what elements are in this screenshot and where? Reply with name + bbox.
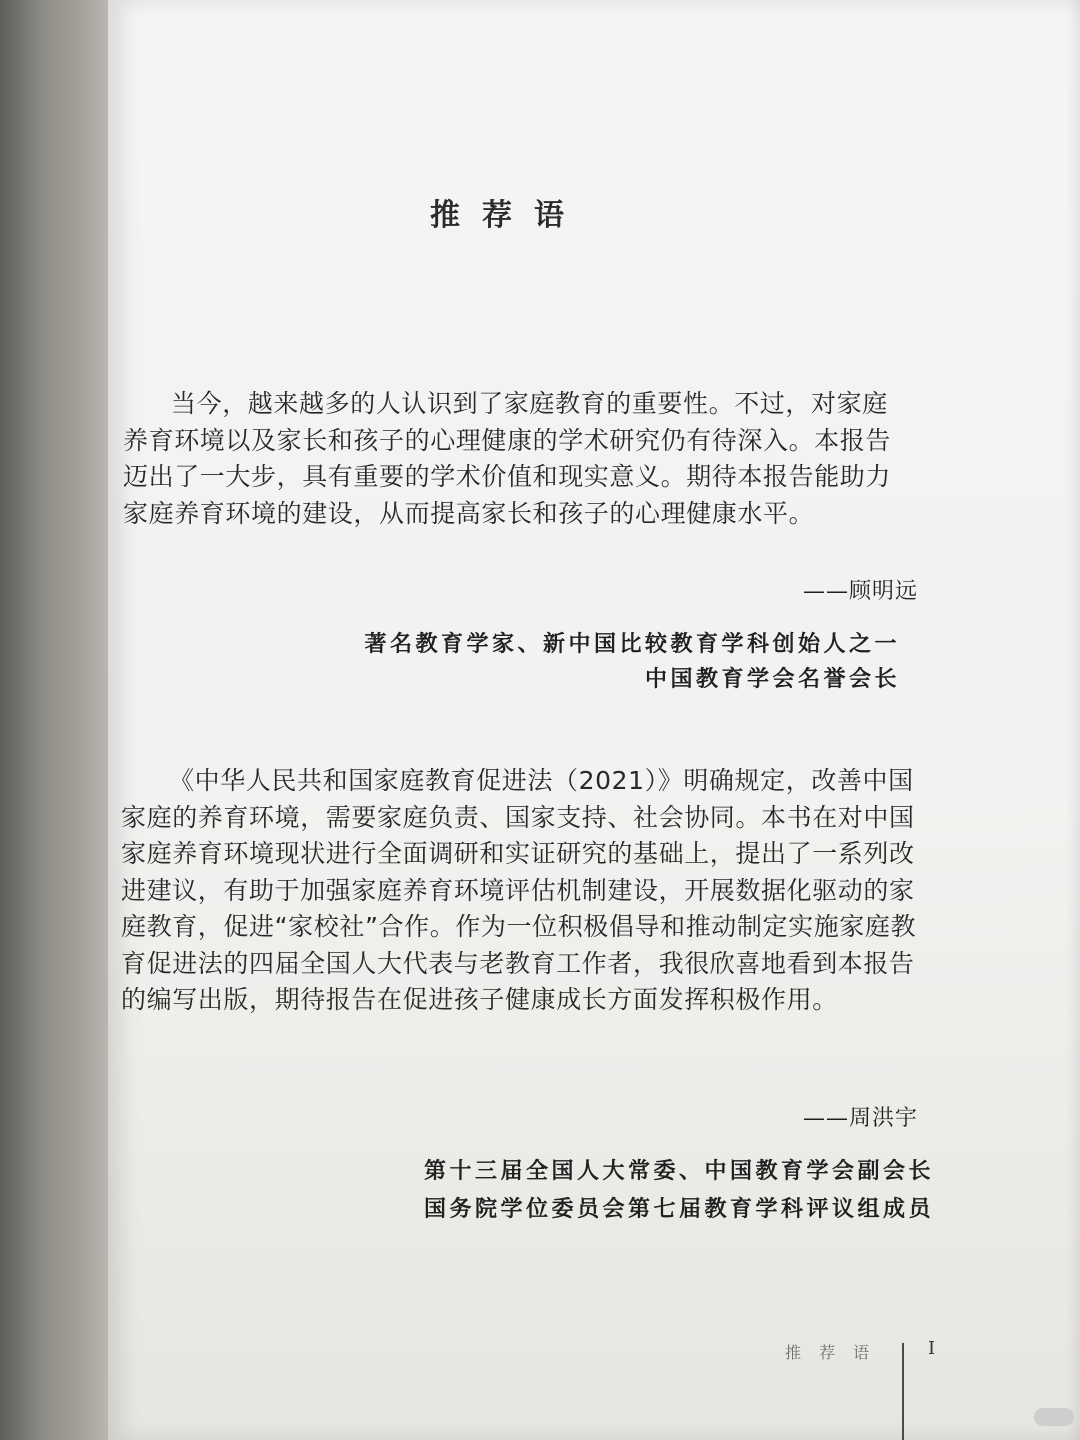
paragraph-1-text: 当今，越来越多的人认识到了家庭教育的重要性。不过，对家庭养育环境以及家长和孩子的心理健康的学术研究仍有待深入。本报告迈出了一大步，具有重要的学术价值和现实意义。期待本报告能助力家庭养育环境的建设，从而提高家长和孩子的心理健康水平。 [123, 389, 892, 528]
affiliation-1-line-2: 中国教育学会名誉会长 [644, 666, 900, 692]
paragraph-2-text: 《中华人民共和国家庭教育促进法（2021）》明确规定，改善中国家庭的养育环境，需要家庭负责、国家支持、社会协同。本书在对中国家庭养育环境现状进行全面调研和实证研究的基础上，提出了一系列改进建议，有助于加强家庭养育环境评估机制建设，开展数据化驱动的家庭教育，促进“家校社”合作。作为一位积极倡导和推动制定实施家庭教育促进法的四届全国人大代表与老教育工作者，我很欣喜地看到本报告的编写出版，期待报告在促进孩子健康成长方面发挥积极作用。 [121, 766, 917, 1014]
page-edge-shadow [1066, 0, 1080, 1440]
watermark-badge [1034, 1408, 1074, 1426]
recommendation-paragraph-1 [123, 386, 893, 532]
book-page [108, 0, 1080, 1440]
affiliation-2-line-1: 第十三届全国人大常委、中国教育学会副会长 [423, 1158, 934, 1184]
recommendation-paragraph-2 [121, 763, 931, 1019]
page-number: I [928, 1338, 936, 1359]
signature-1: ——顾明远 [802, 579, 918, 604]
footer-section-label: 推荐语 [785, 1343, 888, 1362]
paragraph-indent [121, 788, 169, 789]
footer-divider [902, 1343, 904, 1440]
signature-2: ——周洪宇 [802, 1106, 918, 1131]
affiliation-1-line-1: 著名教育学家、新中国比较教育学科创始人之一 [364, 631, 900, 657]
affiliation-2-line-2: 国务院学位委员会第七届教育学科评议组成员 [423, 1196, 934, 1222]
page-title: 推荐语 [430, 198, 586, 233]
book-binding-shadow [0, 0, 125, 1440]
paragraph-indent [123, 411, 171, 412]
